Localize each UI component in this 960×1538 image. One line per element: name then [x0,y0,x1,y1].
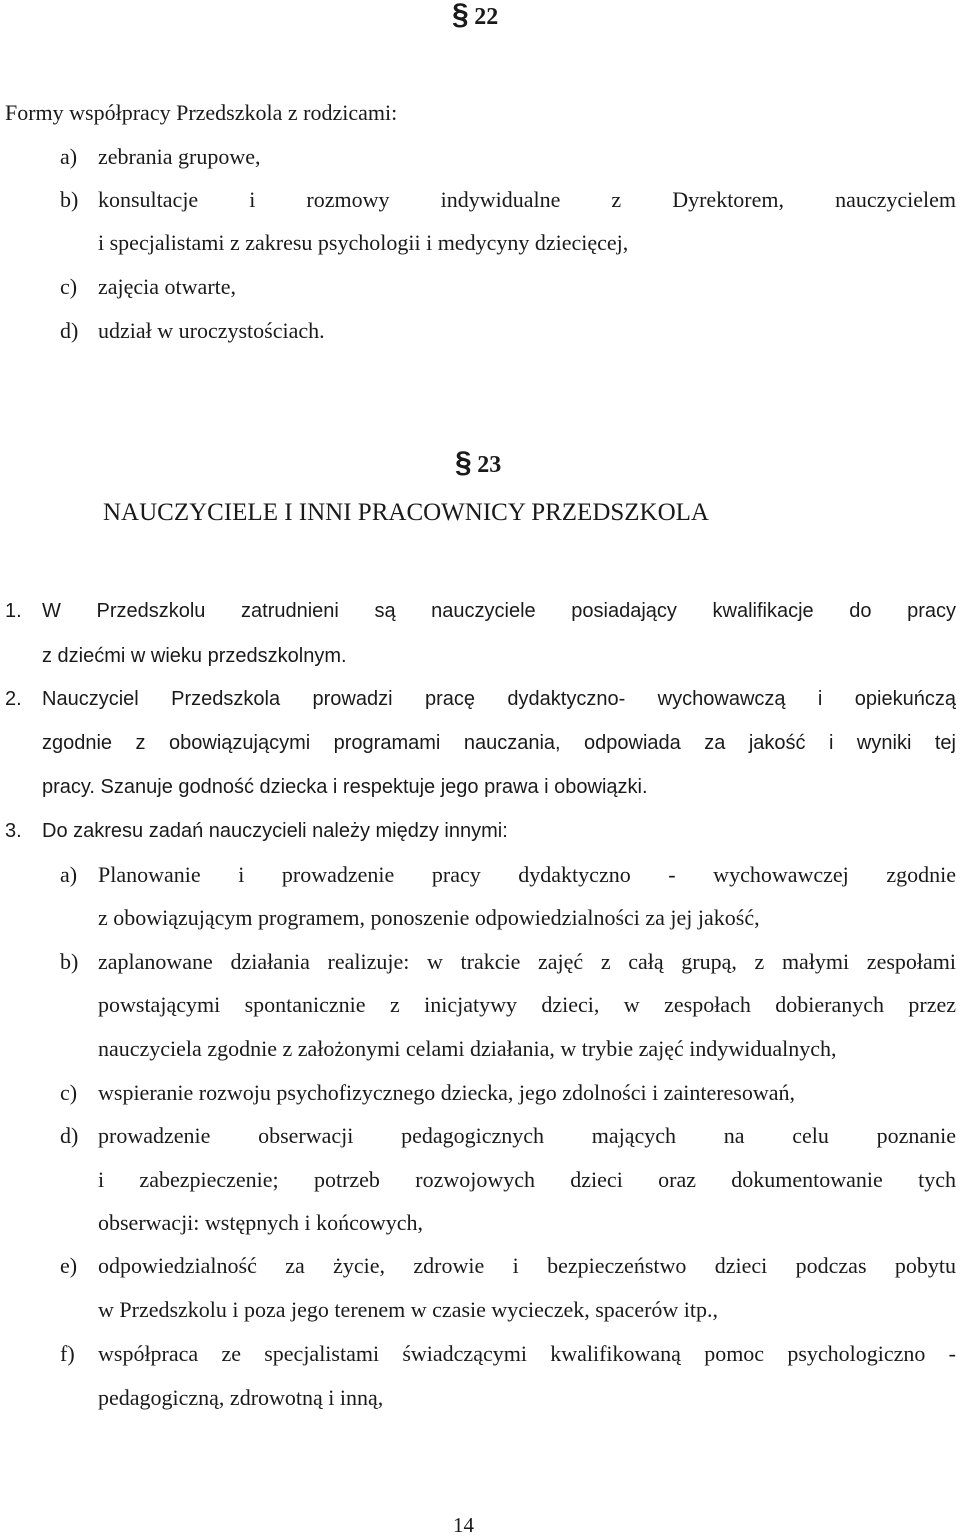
point-marker: 1. [5,600,22,622]
list-item-marker: d) [60,318,79,343]
task-text-continued: nauczyciela zgodnie z założonymi celami działania, w trybie zajęć indywidualnych, [98,1036,837,1061]
section-22-header [452,0,498,32]
task-text: odpowiedzialność za życie, zdrowie i bezpieczeństwo dzieci podczas pobytu [98,1253,956,1278]
point-text-continued: zgodnie z obowiązującymi programami nauczania, odpowiada za jakość i wyniki tej [42,732,956,754]
point-text-continued: z dziećmi w wieku przedszkolnym. [42,645,347,667]
task-text: współpraca ze specjalistami świadczącymi kwalifikowaną pomoc psychologiczno - [98,1341,956,1366]
section-number: 22 [474,4,499,30]
point-marker: 3. [5,820,22,842]
task-text: Planowanie i prowadzenie pracy dydaktyczno - wychowawczej zgodnie [98,862,956,887]
task-marker: e) [60,1253,78,1278]
paragraph-sign: § [455,446,472,479]
page-number: 14 [453,1513,474,1537]
task-text-continued: i zabezpieczenie; potrzeb rozwojowych dzieci oraz dokumentowanie tych [98,1167,956,1192]
task-text-continued: pedagogiczną, zdrowotną i inną, [98,1385,384,1410]
paragraph-sign: § [452,0,469,31]
section-23-header [455,448,501,480]
list-item-text: zajęcia otwarte, [98,274,237,299]
list-item-text-continued: i specjalistami z zakresu psychologii i medycyny dziecięcej, [98,230,629,255]
list-item-marker: c) [60,274,78,299]
section-22-intro: Formy współpracy Przedszkola z rodzicami: [5,100,398,125]
task-text-continued: z obowiązującym programem, ponoszenie odpowiedzialności za jej jakość, [98,905,760,930]
task-text: wspieranie rozwoju psychofizycznego dziecka, jego zdolności i zainteresowań, [98,1080,796,1105]
list-item-text: zebrania grupowe, [98,144,261,169]
task-marker: c) [60,1080,78,1105]
point-marker: 2. [5,688,22,710]
task-marker: b) [60,949,79,974]
section-title: NAUCZYCIELE I INNI PRACOWNICY PRZEDSZKOLA [103,499,709,526]
list-item-marker: b) [60,187,79,212]
task-text: zaplanowane działania realizuje: w trakcie zajęć z całą grupą, z małymi zespołami [98,949,956,974]
list-item-text: konsultacje i rozmowy indywidualne z Dyrektorem, nauczycielem [98,187,956,212]
point-text: Do zakresu zadań nauczycieli należy między innymi: [42,820,508,842]
list-item-text: udział w uroczystościach. [98,318,325,343]
point-text-continued: pracy. Szanuje godność dziecka i respektuje jego prawa i obowiązki. [42,776,648,798]
task-marker: a) [60,862,78,887]
point-text: W Przedszkolu zatrudnieni są nauczyciele posiadający kwalifikacje do pracy [42,600,956,622]
task-text-continued: obserwacji: wstępnych i końcowych, [98,1210,424,1235]
task-text-continued: w Przedszkolu i poza jego terenem w czasie wycieczek, spacerów itp., [98,1297,719,1322]
task-marker: f) [60,1341,75,1366]
section-number: 23 [477,452,502,478]
task-text: prowadzenie obserwacji pedagogicznych mających na celu poznanie [98,1123,956,1148]
task-marker: d) [60,1123,79,1148]
point-text: Nauczyciel Przedszkola prowadzi pracę dydaktyczno- wychowawczą i opiekuńczą [42,688,956,710]
task-text-continued: powstającymi spontanicznie z inicjatywy dzieci, w zespołach dobieranych przez [98,992,956,1017]
list-item-marker: a) [60,144,78,169]
